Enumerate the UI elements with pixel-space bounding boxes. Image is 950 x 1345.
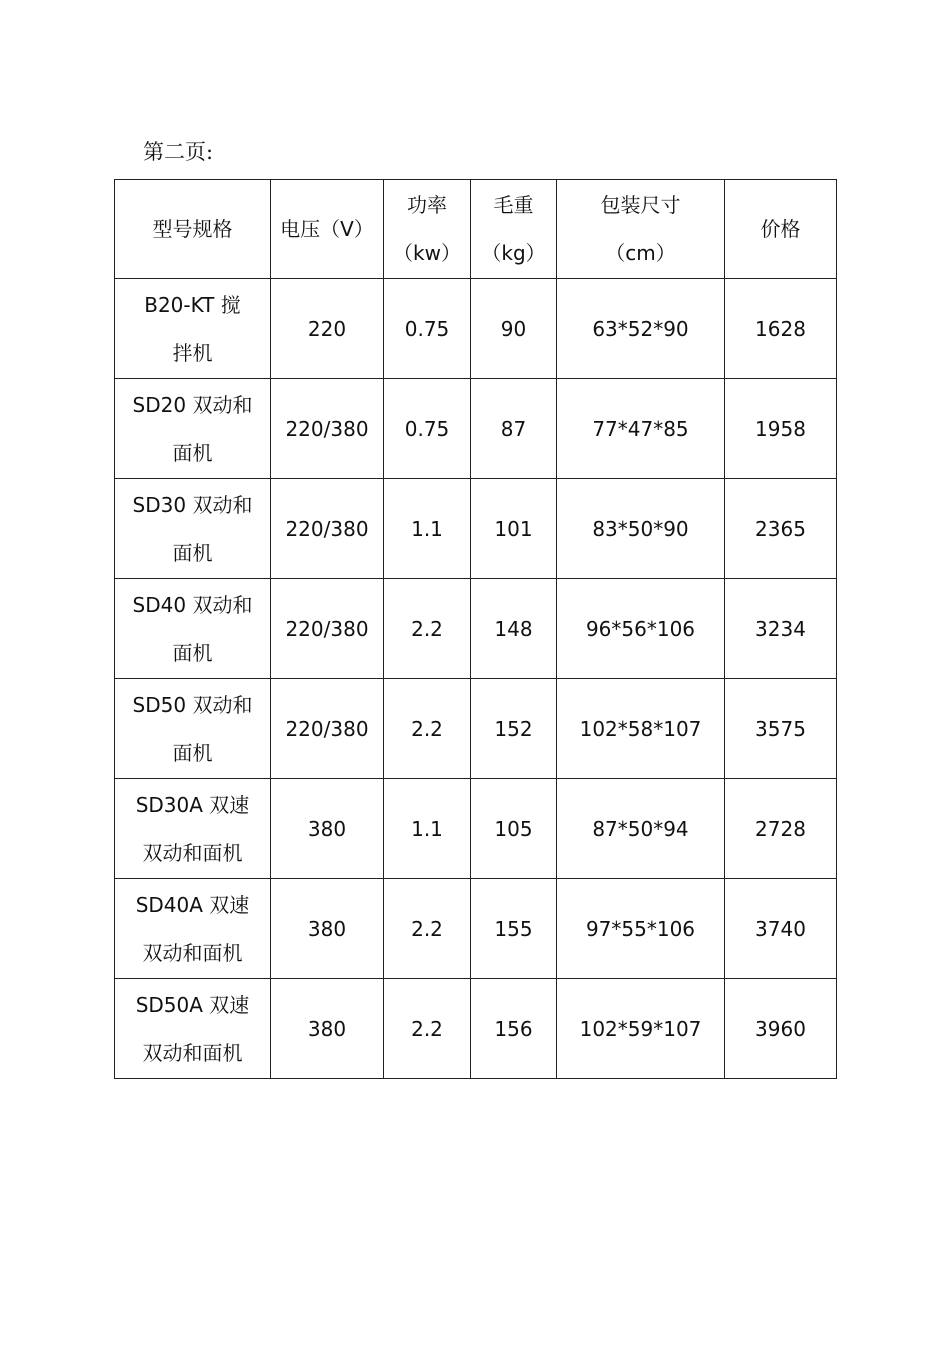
cell-voltage: 220/380 — [271, 679, 384, 779]
header-power — [384, 180, 471, 279]
cell-size: 87*50*94 — [557, 779, 725, 879]
cell-voltage: 220/380 — [271, 379, 384, 479]
cell-model-line2: 面机 — [172, 640, 213, 665]
cell-model-line2: 双动和面机 — [142, 940, 243, 965]
cell-model-line1: SD20 双动和 — [132, 392, 253, 417]
cell-size: 102*59*107 — [557, 979, 725, 1079]
table-row — [115, 379, 837, 479]
cell-model-line2: 拌机 — [172, 340, 213, 365]
cell-voltage: 380 — [271, 979, 384, 1079]
cell-model-line1: SD30A 双速 — [135, 792, 250, 817]
cell-model — [115, 579, 271, 679]
cell-model — [115, 679, 271, 779]
cell-size: 96*56*106 — [557, 579, 725, 679]
cell-power: 2.2 — [384, 979, 471, 1079]
header-size-line1: 包装尺寸 — [600, 193, 681, 217]
cell-size: 77*47*85 — [557, 379, 725, 479]
cell-model-line2: 面机 — [172, 740, 213, 765]
cell-voltage: 380 — [271, 779, 384, 879]
cell-price: 3740 — [725, 879, 837, 979]
cell-weight: 148 — [471, 579, 557, 679]
header-power-line1: 功率 — [406, 193, 447, 217]
cell-voltage: 220 — [271, 279, 384, 379]
cell-weight: 155 — [471, 879, 557, 979]
cell-price: 1958 — [725, 379, 837, 479]
header-weight — [471, 180, 557, 279]
cell-model-line2: 双动和面机 — [142, 1040, 243, 1065]
price-table — [114, 179, 837, 1079]
cell-model — [115, 879, 271, 979]
cell-size: 97*55*106 — [557, 879, 725, 979]
cell-power: 1.1 — [384, 479, 471, 579]
cell-power: 2.2 — [384, 679, 471, 779]
header-size — [557, 180, 725, 279]
cell-model-line1: SD30 双动和 — [132, 492, 253, 517]
cell-price: 3234 — [725, 579, 837, 679]
table-row — [115, 679, 837, 779]
cell-voltage: 220/380 — [271, 479, 384, 579]
header-weight-line1: 毛重 — [493, 193, 534, 217]
cell-model — [115, 379, 271, 479]
cell-voltage: 220/380 — [271, 579, 384, 679]
cell-model-line2: 面机 — [172, 440, 213, 465]
header-power-line2: （kw） — [393, 241, 461, 265]
table-row — [115, 479, 837, 579]
cell-weight: 101 — [471, 479, 557, 579]
header-size-line2: （cm） — [605, 241, 676, 265]
cell-model-line2: 双动和面机 — [142, 840, 243, 865]
cell-power: 1.1 — [384, 779, 471, 879]
cell-model — [115, 779, 271, 879]
header-voltage: 电压（V） — [271, 180, 384, 279]
page-label: 第二页: — [143, 140, 214, 164]
cell-model-line1: SD40 双动和 — [132, 592, 253, 617]
cell-weight: 87 — [471, 379, 557, 479]
table-header-row — [115, 180, 837, 279]
table-row — [115, 979, 837, 1079]
header-model: 型号规格 — [115, 180, 271, 279]
cell-price: 3575 — [725, 679, 837, 779]
cell-model-line1: SD50A 双速 — [135, 992, 250, 1017]
cell-model-line1: SD50 双动和 — [132, 692, 253, 717]
cell-voltage: 380 — [271, 879, 384, 979]
header-price: 价格 — [725, 180, 837, 279]
table-row — [115, 879, 837, 979]
cell-price: 2365 — [725, 479, 837, 579]
table-row — [115, 579, 837, 679]
cell-price: 2728 — [725, 779, 837, 879]
header-weight-line2: （kg） — [481, 241, 546, 265]
cell-size: 102*58*107 — [557, 679, 725, 779]
cell-weight: 156 — [471, 979, 557, 1079]
cell-model-line1: B20-KT 搅 — [144, 292, 241, 317]
cell-model — [115, 479, 271, 579]
cell-power: 0.75 — [384, 279, 471, 379]
table-row — [115, 279, 837, 379]
cell-power: 2.2 — [384, 879, 471, 979]
cell-size: 83*50*90 — [557, 479, 725, 579]
table-row — [115, 779, 837, 879]
cell-weight: 152 — [471, 679, 557, 779]
cell-power: 2.2 — [384, 579, 471, 679]
cell-price: 3960 — [725, 979, 837, 1079]
cell-model-line2: 面机 — [172, 540, 213, 565]
cell-power: 0.75 — [384, 379, 471, 479]
cell-weight: 90 — [471, 279, 557, 379]
cell-model-line1: SD40A 双速 — [135, 892, 250, 917]
cell-model — [115, 279, 271, 379]
cell-model — [115, 979, 271, 1079]
cell-size: 63*52*90 — [557, 279, 725, 379]
cell-weight: 105 — [471, 779, 557, 879]
cell-price: 1628 — [725, 279, 837, 379]
